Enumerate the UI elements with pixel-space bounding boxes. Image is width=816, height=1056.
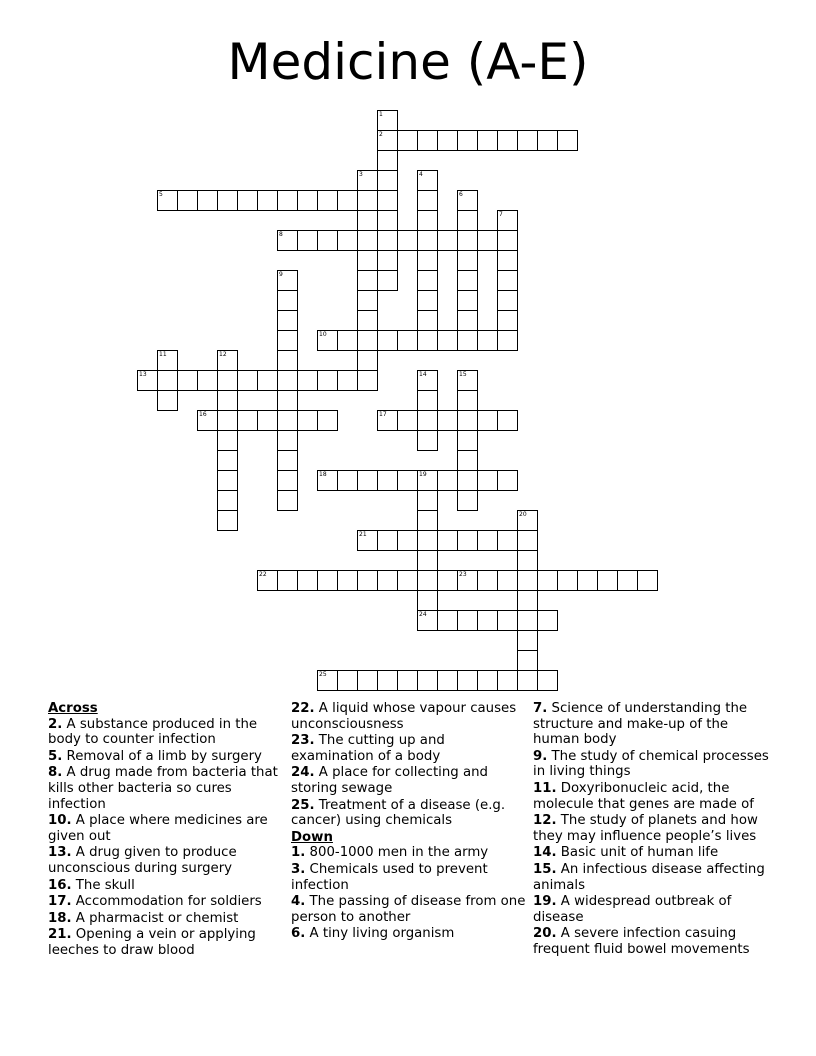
grid-cell[interactable] [337,670,358,691]
grid-cell[interactable] [317,570,338,591]
clue-down-7[interactable]: 7. Science of understanding the structure and make-up of the human body [533,701,748,748]
cell-number: 19 [419,471,427,478]
grid-cell[interactable] [477,410,498,431]
grid-cell[interactable] [357,190,378,211]
grid-cell[interactable] [237,190,258,211]
grid-cell[interactable] [497,230,518,251]
grid-cell[interactable] [497,470,518,491]
grid-cell[interactable] [417,590,438,611]
grid-cell[interactable] [317,670,338,691]
grid-cell[interactable] [457,430,478,451]
grid-cell[interactable] [457,450,478,471]
grid-cell[interactable] [477,610,498,631]
grid-cell[interactable] [357,310,378,331]
clue-across-23[interactable]: 23. The cutting up and examination of a body [291,733,445,764]
grid-cell[interactable] [377,230,398,251]
grid-cell[interactable] [357,470,378,491]
grid-cell[interactable] [437,470,458,491]
grid-cell[interactable] [517,130,538,151]
grid-cell[interactable] [457,570,478,591]
clue-across-18[interactable]: 18. A pharmacist or chemist [48,910,239,926]
grid-cell[interactable] [377,130,398,151]
grid-cell[interactable] [337,470,358,491]
grid-cell[interactable] [517,590,538,611]
cell-number: 23 [459,571,467,578]
grid-cell[interactable] [377,210,398,231]
grid-cell[interactable] [257,410,278,431]
grid-cell[interactable] [417,230,438,251]
grid-cell[interactable] [477,470,498,491]
grid-cell[interactable] [377,530,398,551]
grid-cell[interactable] [257,570,278,591]
grid-cell[interactable] [217,350,238,371]
page-title: Medicine (A-E) [227,33,589,91]
grid-cell[interactable] [417,470,438,491]
grid-cell[interactable] [317,330,338,351]
grid-cell[interactable] [297,410,318,431]
grid-cell[interactable] [157,370,178,391]
cell-number: 25 [319,671,327,678]
grid-cell[interactable] [237,410,258,431]
cell-number: 22 [259,571,267,578]
cell-number: 12 [219,351,227,358]
grid-cell[interactable] [457,610,478,631]
grid-cell[interactable] [417,330,438,351]
cell-number: 1 [379,111,383,118]
grid-cell[interactable] [437,670,458,691]
grid-cell[interactable] [377,190,398,211]
clue-across-16[interactable]: 16. The skull [48,877,135,893]
grid-cell[interactable] [377,270,398,291]
grid-cell[interactable] [457,210,478,231]
grid-cell[interactable] [417,670,438,691]
grid-cell[interactable] [217,430,238,451]
grid-cell[interactable] [417,310,438,331]
clue-across-2[interactable]: 2. A substance produced in the body to counter infection [48,716,258,748]
grid-cell[interactable] [497,410,518,431]
grid-cell[interactable] [377,570,398,591]
grid-cell[interactable] [397,330,418,351]
grid-cell[interactable] [357,350,378,371]
cell-number: 20 [519,511,527,518]
grid-cell[interactable] [397,470,418,491]
grid-cell[interactable] [357,530,378,551]
grid-cell[interactable] [437,610,458,631]
grid-cell[interactable] [517,610,538,631]
grid-cell[interactable] [277,190,298,211]
grid-cell[interactable] [177,190,198,211]
clue-across-24[interactable]: 24. A place for collecting and storing sewage [291,765,488,796]
cell-number: 7 [499,211,503,218]
grid-cell[interactable] [497,250,518,271]
grid-cell[interactable] [277,370,298,391]
grid-cell[interactable] [337,570,358,591]
grid-cell[interactable] [497,290,518,311]
cell-number: 4 [419,171,423,178]
grid-cell[interactable] [477,530,498,551]
grid-cell[interactable] [337,230,358,251]
grid-cell[interactable] [337,370,358,391]
clue-down-6[interactable]: 6. A tiny living organism [291,926,455,942]
grid-cell[interactable] [477,330,498,351]
clue-across-5[interactable]: 5. Removal of a limb by surgery [48,748,262,764]
grid-cell[interactable] [157,390,178,411]
grid-cell[interactable] [417,170,438,191]
grid-cell[interactable] [357,670,378,691]
cell-number: 5 [159,191,163,198]
cell-number: 10 [319,331,327,338]
clue-down-4[interactable]: 4. The passing of disease from one person to another [291,894,526,925]
grid-cell[interactable] [497,530,518,551]
grid-cell[interactable] [357,290,378,311]
grid-cell[interactable] [217,370,238,391]
grid-cell[interactable] [477,670,498,691]
cell-number: 13 [139,371,147,378]
cell-number: 3 [359,171,363,178]
grid-cell[interactable] [517,670,538,691]
grid-cell[interactable] [277,270,298,291]
grid-cell[interactable] [317,470,338,491]
grid-cell[interactable] [357,270,378,291]
grid-cell[interactable] [457,270,478,291]
grid-cell[interactable] [497,210,518,231]
grid-cell[interactable] [217,190,238,211]
grid-cell[interactable] [217,470,238,491]
grid-cell[interactable] [417,210,438,231]
grid-cell[interactable] [457,250,478,271]
clue-across-17[interactable]: 17. Accommodation for soldiers [48,894,262,910]
grid-cell[interactable] [417,550,438,571]
grid-cell[interactable] [497,130,518,151]
clue-across-21[interactable]: 21. Opening a vein or applying leeches to draw blood [48,927,256,958]
grid-cell[interactable] [277,450,298,471]
clue-down-19[interactable]: 19. A widespread outbreak of disease [533,894,732,925]
grid-cell[interactable] [357,370,378,391]
grid-cell[interactable] [277,230,298,251]
clue-column-1 [48,701,284,960]
clue-down-20[interactable]: 20. A severe infection casuing frequent fluid bowel movements [533,926,750,957]
grid-cell[interactable] [457,310,478,331]
grid-cell[interactable] [517,570,538,591]
grid-cell[interactable] [377,410,398,431]
grid-cell[interactable] [537,670,558,691]
grid-cell[interactable] [497,570,518,591]
clue-down-15[interactable]: 15. An infectious disease affecting animals [533,861,765,893]
grid-cell[interactable] [457,370,478,391]
grid-cell[interactable] [257,190,278,211]
grid-cell[interactable] [477,570,498,591]
grid-cell[interactable] [417,250,438,271]
grid-cell[interactable] [217,450,238,471]
grid-cell[interactable] [417,430,438,451]
grid-cell[interactable] [357,330,378,351]
grid-cell[interactable] [437,130,458,151]
cell-number: 8 [279,231,283,238]
grid-cell[interactable] [437,410,458,431]
grid-cell[interactable] [397,670,418,691]
clue-across-10[interactable]: 10. A place where medicines are given out [48,813,268,844]
grid-cell[interactable] [217,410,238,431]
grid-cell[interactable] [437,230,458,251]
grid-cell[interactable] [277,570,298,591]
grid-cell[interactable] [397,230,418,251]
grid-cell[interactable] [417,570,438,591]
cell-number: 17 [379,411,387,418]
grid-cell[interactable] [457,190,478,211]
grid-cell[interactable] [497,610,518,631]
grid-cell[interactable] [357,570,378,591]
grid-cell[interactable] [297,230,318,251]
grid-cell[interactable] [417,490,438,511]
grid-cell[interactable] [357,210,378,231]
grid-cell[interactable] [457,410,478,431]
grid-cell[interactable] [397,530,418,551]
grid-cell[interactable] [417,530,438,551]
grid-cell[interactable] [457,130,478,151]
grid-cell[interactable] [337,190,358,211]
grid-cell[interactable] [557,130,578,151]
grid-cell[interactable] [417,190,438,211]
grid-cell[interactable] [217,510,238,531]
grid-cell[interactable] [277,310,298,331]
grid-cell[interactable] [197,370,218,391]
grid-cell[interactable] [477,130,498,151]
grid-cell[interactable] [357,250,378,271]
cell-number: 24 [419,611,427,618]
clue-down-9[interactable]: 9. The study of chemical processes in living things [533,748,769,780]
grid-cell[interactable] [237,370,258,391]
grid-cell[interactable] [377,150,398,171]
down-heading: Down [291,829,333,845]
grid-cell[interactable] [277,390,298,411]
grid-cell[interactable] [457,230,478,251]
grid-cell[interactable] [357,170,378,191]
grid-cell[interactable] [297,190,318,211]
grid-cell[interactable] [137,370,158,391]
grid-cell[interactable] [277,290,298,311]
grid-cell[interactable] [217,490,238,511]
clue-across-13[interactable]: 13. A drug given to produce unconscious during surgery [48,845,237,876]
clue-down-1[interactable]: 1. 800-1000 men in the army [291,845,489,861]
grid-cell[interactable] [417,510,438,531]
grid-cell[interactable] [377,330,398,351]
clue-down-12[interactable]: 12. The study of planets and how they may influence people’s lives [533,813,758,844]
grid-cell[interactable] [397,130,418,151]
cell-number: 16 [199,411,207,418]
cell-number: 14 [419,371,427,378]
grid-cell[interactable] [557,570,578,591]
grid-cell[interactable] [497,330,518,351]
grid-cell[interactable] [497,270,518,291]
grid-cell[interactable] [337,330,358,351]
clue-column-2 [291,701,527,943]
grid-cell[interactable] [397,410,418,431]
grid-cell[interactable] [277,350,298,371]
grid-cell[interactable] [517,530,538,551]
cell-number: 21 [359,531,367,538]
grid-cell[interactable] [637,570,658,591]
grid-cell[interactable] [417,270,438,291]
across-heading: Across [48,701,98,716]
grid-cell[interactable] [417,410,438,431]
cell-number: 15 [459,371,467,378]
grid-cell[interactable] [277,490,298,511]
grid-cell[interactable] [377,170,398,191]
grid-cell[interactable] [537,130,558,151]
clue-across-22[interactable]: 22. A liquid whose vapour causes unconsciousness [291,701,517,732]
grid-cell[interactable] [377,250,398,271]
grid-cell[interactable] [197,190,218,211]
clue-down-11[interactable]: 11. Doxyribonucleic acid, the molecule that genes are made of [533,780,754,812]
cell-number: 2 [379,131,383,138]
grid-cell[interactable] [317,190,338,211]
cell-number: 9 [279,271,283,278]
grid-cell[interactable] [577,570,598,591]
grid-cell[interactable] [377,670,398,691]
grid-cell[interactable] [517,650,538,671]
grid-cell[interactable] [417,130,438,151]
grid-cell[interactable] [497,670,518,691]
grid-cell[interactable] [417,390,438,411]
grid-cell[interactable] [397,570,418,591]
grid-cell[interactable] [277,330,298,351]
grid-cell[interactable] [317,410,338,431]
grid-cell[interactable] [517,630,538,651]
grid-cell[interactable] [537,570,558,591]
grid-cell[interactable] [437,570,458,591]
grid-cell[interactable] [457,390,478,411]
grid-cell[interactable] [417,370,438,391]
grid-cell[interactable] [157,350,178,371]
grid-cell[interactable] [177,370,198,391]
grid-cell[interactable] [457,530,478,551]
cell-number: 11 [159,351,167,358]
clue-down-3[interactable]: 3. Chemicals used to prevent infection [291,861,488,893]
grid-cell[interactable] [277,470,298,491]
grid-cell[interactable] [297,370,318,391]
grid-cell[interactable] [417,610,438,631]
grid-cell[interactable] [317,370,338,391]
grid-cell[interactable] [617,570,638,591]
cell-number: 6 [459,191,463,198]
grid-cell[interactable] [217,390,238,411]
grid-cell[interactable] [277,430,298,451]
grid-cell[interactable] [457,670,478,691]
grid-cell[interactable] [517,510,538,531]
grid-cell[interactable] [517,550,538,571]
grid-cell[interactable] [257,370,278,391]
clue-column-3 [533,701,769,959]
grid-cell[interactable] [477,230,498,251]
grid-cell[interactable] [497,310,518,331]
grid-cell[interactable] [437,530,458,551]
grid-cell[interactable] [357,230,378,251]
clue-down-14[interactable]: 14. Basic unit of human life [533,845,719,861]
clue-across-8[interactable]: 8. A drug made from bacteria that kills other bacteria so cures infection [48,765,278,812]
grid-cell[interactable] [537,610,558,631]
grid-cell[interactable] [457,290,478,311]
clue-across-25[interactable]: 25. Treatment of a disease (e.g. cancer) using chemicals [291,797,506,829]
grid-cell[interactable] [437,330,458,351]
grid-cell[interactable] [417,290,438,311]
grid-cell[interactable] [377,470,398,491]
grid-cell[interactable] [197,410,218,431]
cell-number: 18 [319,471,327,478]
grid-cell[interactable] [597,570,618,591]
grid-cell[interactable] [457,330,478,351]
grid-cell[interactable] [157,190,178,211]
grid-cell[interactable] [277,410,298,431]
grid-cell[interactable] [377,110,398,131]
grid-cell[interactable] [297,570,318,591]
grid-cell[interactable] [457,470,478,491]
grid-cell[interactable] [317,230,338,251]
grid-cell[interactable] [457,490,478,511]
